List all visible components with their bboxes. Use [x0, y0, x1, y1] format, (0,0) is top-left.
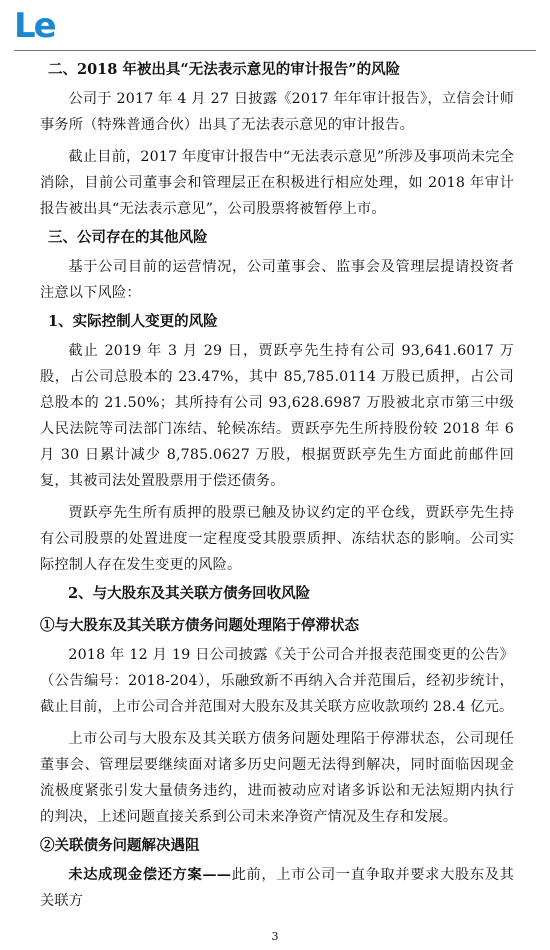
- section-2-paragraph-1: 公司于 2017 年 4 月 27 日披露《2017 年年审计报告》，立信会计师事务所（特殊普通合伙）出具了无法表示意见的审计报告。: [40, 91, 514, 133]
- item-2-heading: ②关联债务问题解决遇阻: [40, 837, 200, 854]
- section-3-intro: 基于公司目前的运营情况，公司董事会、监事会及管理层提请投资者注意以下风险：: [40, 259, 514, 301]
- company-logo: Le: [14, 6, 55, 46]
- subsection-1-paragraph-1: 截止 2019 年 3 月 29 日，贾跃亭先生持有公司 93,641.6017 万股，占公司总股本的 23.47%，其中 85,785.0114 万股已质押，占公司总股本的 21.50%；其所持有公司 93,628.6987 万股被北京市第三中级人民法院等司法部门冻结、轮候冻结。贾跃亭先生所持股份较 2018 年 6 月 30 日累计减少 8,785.0627 万股，根据贾跃亭先生方面此前邮件回复，其被司法处置股票用于偿还债务。: [40, 343, 514, 489]
- item-1-paragraph-2: 上市公司与大股东及其关联方债务问题处理陷于停滞状态，公司现任董事会、管理层要继续面对诸多历史问题无法得到解决，同时面临因现金流极度紧张引发大量债务违约，进而被动应对诸多诉讼和无法短期内执行的判决，上述问题直接关系到公司未来净资产情况及生存和发展。: [40, 731, 514, 825]
- subsection-2-heading: 2、与大股东及其关联方债务回收风险: [68, 585, 311, 602]
- page-number: 3: [271, 930, 279, 943]
- header-divider: [14, 50, 536, 51]
- subsection-1-heading: 1、实际控制人变更的风险: [48, 313, 218, 330]
- item-1-heading: ①与大股东及其关联方债务问题处理陷于停滞状态: [40, 617, 359, 634]
- section-3-heading: 三、公司存在的其他风险: [48, 229, 208, 246]
- item-1-paragraph-1: 2018 年 12 月 19 日公司披露《关于公司合并报表范围变更的公告》（公告编号：2018-204），乐融致新不再纳入合并范围后，经初步统计，截止目前，上市公司合并范围对大股东及其关联方应收款项约 28.4 亿元。: [40, 647, 514, 715]
- item-2-paragraph: [40, 862, 514, 914]
- subsection-1-paragraph-2: 贾跃亭先生所有质押的股票已触及协议约定的平仓线，贾跃亭先生持有公司股票的处置进度一定程度受其股票质押、冻结状态的影响。公司实际控制人存在发生变更的风险。: [40, 505, 514, 573]
- section-2-paragraph-2: 截止目前，2017 年度审计报告中“无法表示意见”所涉及事项尚未完全消除，目前公司董事会和管理层正在积极进行相应处理，如 2018 年审计报告被出具“无法表示意见”，公司股票将被暂停上市。: [40, 149, 514, 217]
- item-2-text: 此前，上市公司一直争取并要求大股东及其关联方: [40, 867, 514, 909]
- document-body: [40, 54, 514, 914]
- item-2-lead: 未达成现金偿还方案——: [68, 867, 232, 883]
- section-2-heading: 二、2018 年被出具“无法表示意见的审计报告”的风险: [48, 61, 401, 78]
